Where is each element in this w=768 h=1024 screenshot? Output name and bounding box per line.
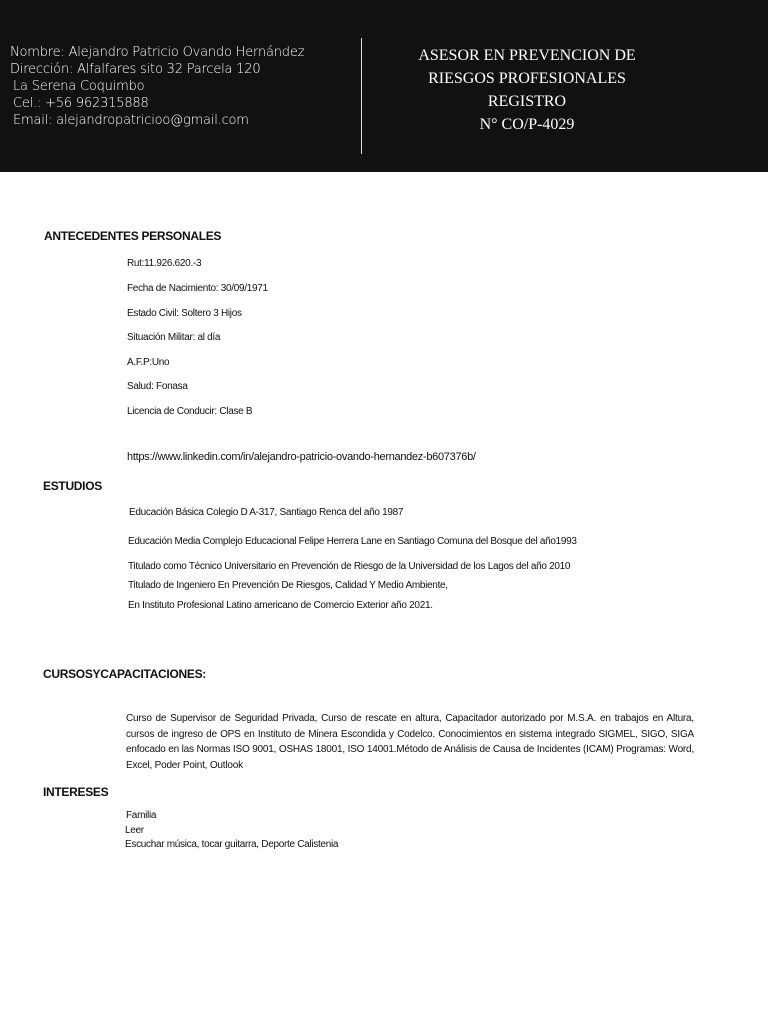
- courses-paragraph: Curso de Supervisor de Seguridad Privada, Curso de rescate en altura, Capacitador autorizado por M.S.A. en trabajos en Altura, cursos de ingreso de OPS en Instituto de Minera Escondida y Codelco. Conocimientos en sistema integrado SIGMEL, SIGO, SIGA enfocado en las Normas ISO 9001, OSHAS 18001, ISO 14001.Método de Análisis de Causa de Incidentes (ICAM) Programas: Word, Excel, Poder Point, Outlook: [126, 713, 694, 771]
- personal-rut: Rut:11.926.620.-3: [127, 258, 202, 269]
- contact-phone: Cel.: +56 962315888: [13, 96, 149, 111]
- title-line: RIESGOS PROFESIONALES: [428, 70, 626, 87]
- section-heading-studies: ESTUDIOS: [43, 479, 102, 493]
- contact-address: Dirección: Alfalfares sito 32 Parcela 120: [10, 62, 261, 77]
- interest-item: Familia: [126, 810, 157, 821]
- study-item: Educación Básica Colegio D A-317, Santiago Renca del año 1987: [129, 507, 404, 518]
- personal-military: Situación Militar: al día: [127, 332, 221, 343]
- linkedin-link[interactable]: https://www.linkedin.com/in/alejandro-patricio-ovando-hernandez-b607376b/: [127, 451, 476, 463]
- section-heading-courses: CURSOSYCAPACITACIONES:: [43, 667, 206, 681]
- personal-civil-status: Estado Civil: Soltero 3 Hijos: [127, 308, 242, 319]
- interest-item: Escuchar música, tocar guitarra, Deporte Calistenia: [125, 839, 339, 850]
- registration-number: N° CO/P-4029: [479, 116, 575, 133]
- contact-name: Nombre: Alejandro Patricio Ovando Hernández: [10, 45, 305, 60]
- title-line: ASESOR EN PREVENCION DE: [418, 47, 636, 64]
- study-item: En Instituto Profesional Latino americano de Comercio Exterior año 2021.: [128, 600, 433, 611]
- professional-title: [372, 44, 682, 136]
- section-heading-interests: INTERESES: [43, 785, 109, 799]
- personal-afp: A.F.P:Uno: [127, 357, 170, 368]
- cv-header: [0, 0, 768, 172]
- personal-license: Licencia de Conducir: Clase B: [127, 406, 253, 417]
- personal-health: Salud: Fonasa: [127, 381, 188, 392]
- section-heading-personal: ANTECEDENTES PERSONALES: [44, 229, 222, 243]
- header-divider: [361, 38, 362, 154]
- contact-city: La Serena Coquimbo: [13, 79, 145, 94]
- study-item: Educación Media Complejo Educacional Felipe Herrera Lane en Santiago Comuna del Bosque del año1993: [128, 536, 577, 547]
- personal-birthdate: Fecha de Nacimiento: 30/09/1971: [127, 283, 268, 294]
- study-item: Titulado como Técnico Universitario en Prevención de Riesgo de la Universidad de los Lagos del año 2010: [128, 561, 571, 572]
- contact-email: Email: alejandropatricioo@gmail.com: [13, 113, 249, 128]
- title-line: REGISTRO: [487, 93, 567, 110]
- interest-item: Leer: [125, 825, 144, 836]
- contact-block: [10, 44, 304, 129]
- study-item: Titulado de Ingeniero En Prevención De Riesgos, Calidad Y Medio Ambiente,: [128, 580, 448, 591]
